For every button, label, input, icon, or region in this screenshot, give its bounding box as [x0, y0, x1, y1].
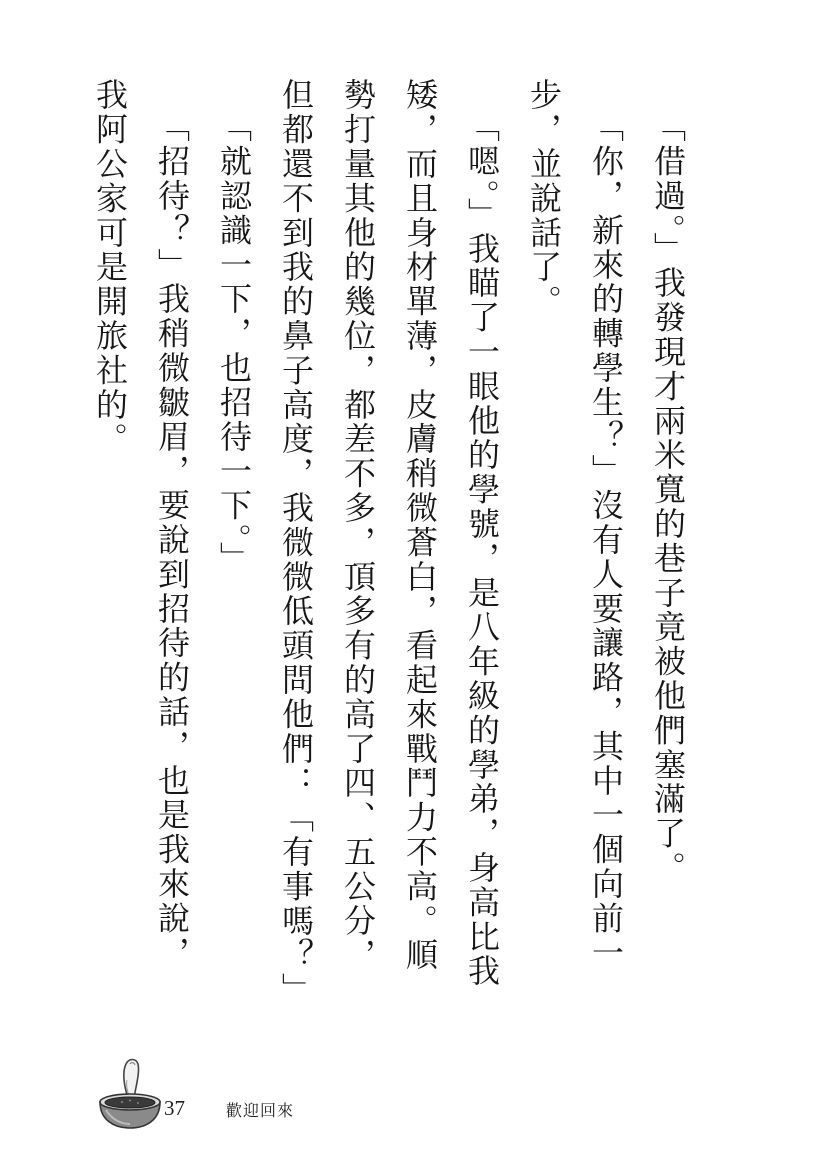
chapter-title: 歡迎回來	[226, 1101, 295, 1120]
paragraph-4: 「就認識一下，也招待一下。」	[215, 110, 253, 576]
paragraph-1: 「借過。」我發現才兩米寬的巷子竟被他們塞滿了。	[649, 110, 687, 886]
bowl-with-spoon-icon	[94, 1050, 166, 1130]
page-footer	[94, 1050, 514, 1130]
paragraph-2: 「你，新來的轉學生？」沒有人要讓路，其中一個向前一步，並說話了。	[525, 78, 625, 970]
paragraph-5: 「招待？」我稍微皺眉，要說到招待的話，也是我來說，我阿公家可是開旅社的。	[91, 78, 191, 970]
page-number: 37	[164, 1096, 185, 1120]
paragraph-3: 「嗯。」我瞄了一眼他的學號，是八年級的學弟，身高比我矮，而且身材單薄，皮膚稍微蒼白，看起來戰鬥力不高。順勢打量其他的幾位，都差不多，頂多有的高了四、五公分，但都還不到我的鼻子高度，我微微低頭問他們：「有事嗎？」	[277, 78, 501, 1007]
body-text	[91, 78, 699, 1007]
